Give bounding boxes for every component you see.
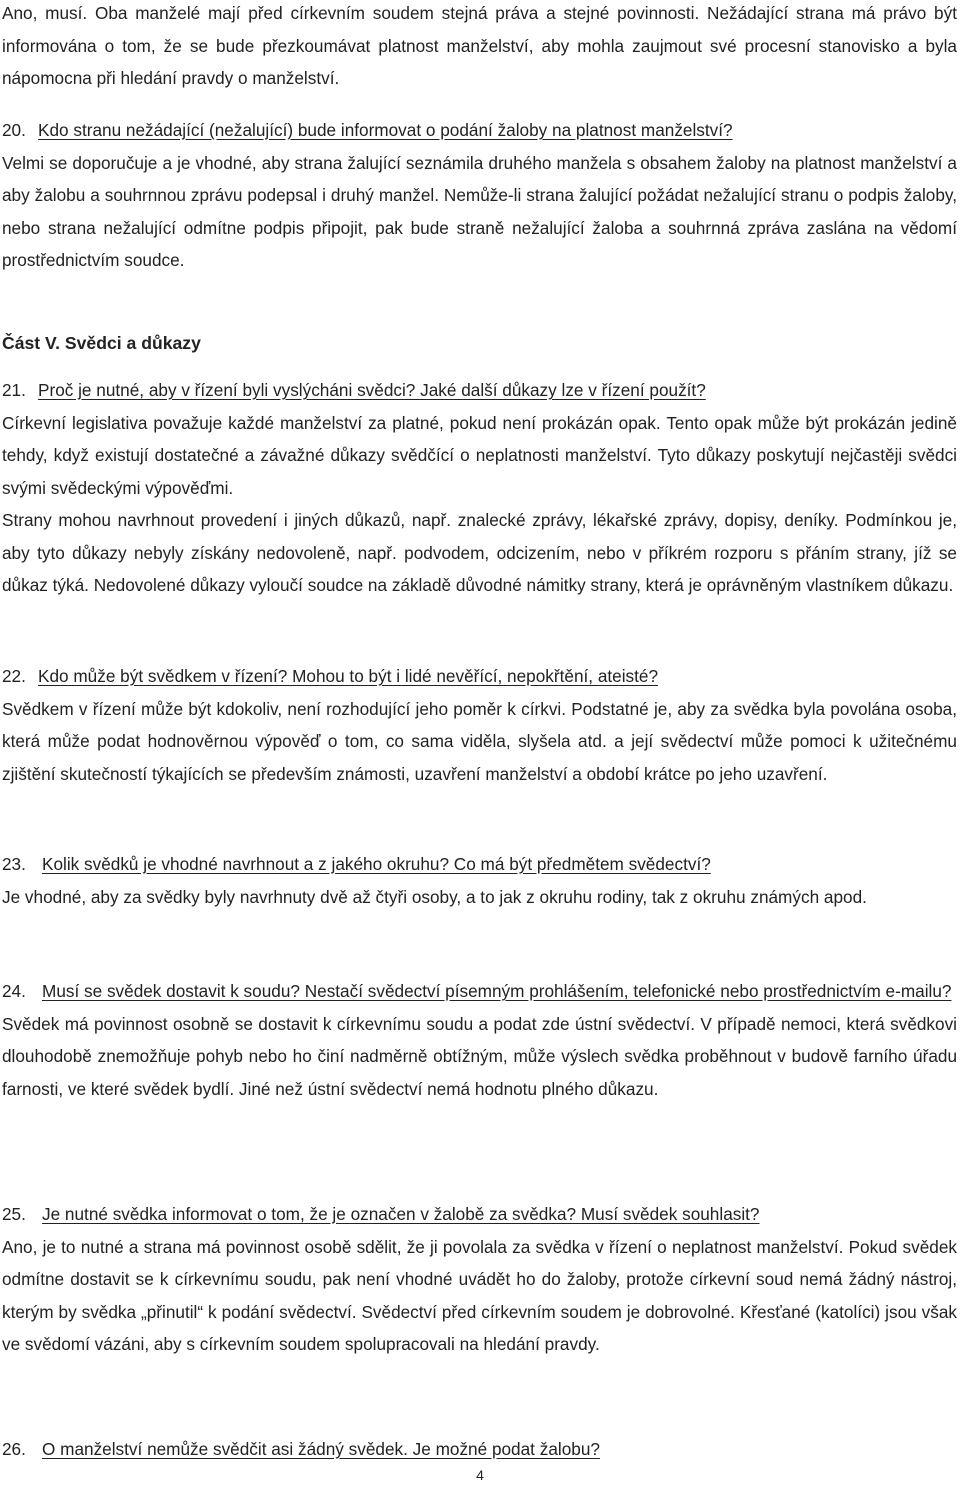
answer-text: Velmi se doporučuje a je vhodné, aby strana žalující seznámila druhého manžela s obsahem žaloby na platnost manželství a aby žalobu a souhrnnou zprávu podepsal i druhý manžel. Nemůže-li strana žalující požádat nežalující stranu o podpis žaloby, nebo strana nežalující odmítne podpis připojit, pak bude straně nežalující žaloba a souhrnná zpráva zaslána na vědomí prostřednictvím soudce.	[2, 152, 957, 270]
question-25-title	[2, 1198, 957, 1231]
question-26-title	[2, 1433, 957, 1466]
question-25	[2, 1198, 957, 1361]
question-number: 23.	[2, 854, 26, 874]
question-number: 20.	[2, 120, 26, 140]
question-number: 22.	[2, 666, 26, 686]
question-23	[2, 848, 957, 913]
question-21	[2, 374, 957, 602]
question-number: 21.	[2, 380, 26, 400]
question-20	[2, 114, 957, 277]
section-heading: Část V. Svědci a důkazy	[2, 333, 201, 353]
question-text: Musí se svědek dostavit k soudu? Nestačí svědectví písemným prohlášením, telefonické nebo prostřednictvím e-mailu?	[42, 981, 952, 1001]
question-text: Kdo stranu nežádající (nežalující) bude informovat o podání žaloby na platnost manželství?	[38, 120, 733, 140]
question-22-title	[2, 660, 957, 693]
intro-paragraph: Ano, musí. Oba manželé mají před církevním soudem stejná práva a stejné povinnosti. Nežádající strana má právo být informována o tom, že se bude přezkoumávat platnost manželství, aby mohla zaujmout své procesní stanovisko a byla nápomocna při hledání pravdy o manželství.	[2, 3, 957, 88]
question-22	[2, 660, 957, 790]
question-20-title	[2, 114, 957, 147]
question-text: Je nutné svědka informovat o tom, že je označen v žalobě za svědka? Musí svědek souhlasit?	[42, 1204, 760, 1224]
question-24-title	[2, 975, 957, 1008]
question-23-title	[2, 848, 957, 881]
answer-text: Církevní legislativa považuje každé manželství za platné, pokud není prokázán opak. Tento opak může být prokázán jedině tehdy, když existují dostatečné a závažné důkazy svědčící o neplatnosti manželství. Tyto důkazy poskytují nejčastěji svědci svými svědeckými výpověďmi.	[2, 412, 957, 498]
answer-text: Svědek má povinnost osobně se dostavit k církevnímu soudu a podat zde ústní svědectví. V případě nemoci, která svědkovi dlouhodobě znemožňuje pohyb nebo ho činí nadměrně obtížným, může výslech svědka proběhnout v budově farního úřadu farnosti, ve které svědek bydlí. Jiné než ústní svědectví nemá hodnotu plného důkazu.	[2, 1013, 957, 1099]
page-number: 4	[476, 1467, 484, 1483]
question-21-title	[2, 374, 957, 407]
answer-text: Ano, je to nutné a strana má povinnost osobě sdělit, že ji povolala za svědka v řízení o neplatnost manželství. Pokud svědek odmítne dostavit se k církevnímu soudu, pak není vhodné uvádět ho do žaloby, protože církevní soud nemá žádný nástroj, kterým by svědka „přinutil“ k podání svědectví. Svědectví před církevním soudem je dobrovolné. Křesťané (katolíci) jsou však ve svědomí vázáni, aby s církevním soudem spolupracovali na hledání pravdy.	[2, 1236, 957, 1354]
question-number: 24.	[2, 981, 26, 1001]
question-text: Kolik svědků je vhodné navrhnout a z jakého okruhu? Co má být předmětem svědectví?	[42, 854, 711, 874]
question-text: Proč je nutné, aby v řízení byli vyslýcháni svědci? Jaké další důkazy lze v řízení použít?	[38, 380, 706, 400]
answer-text: Strany mohou navrhnout provedení i jiných důkazů, např. znalecké zprávy, lékařské zprávy, dopisy, deníky. Podmínkou je, aby tyto důkazy nebyly získány nedovoleně, např. podvodem, odcizením, nebo v příkrém rozporu s přáním strany, jíž se důkaz týká. Nedovolené důkazy vyloučí soudce na základě důvodné námitky strany, která je oprávněným vlastníkem důkazu.	[2, 510, 957, 595]
question-26	[2, 1433, 957, 1466]
answer-text: Svědkem v řízení může být kdokoliv, není rozhodující jeho poměr k církvi. Podstatné je, aby za svědka byla povolána osoba, která může podat hodnověrnou výpověď o tom, co sama viděla, slyšela atd. a její svědectví může pomoci k užitečnému zjištění skutečností týkajících se především známosti, uzavření manželství a období krátce po jeho uzavření.	[2, 698, 957, 784]
answer-text: Je vhodné, aby za svědky byly navrhnuty dvě až čtyři osoby, a to jak z okruhu rodiny, tak z okruhu známých apod.	[2, 886, 867, 907]
question-number: 26.	[2, 1439, 26, 1459]
question-number: 25.	[2, 1204, 26, 1224]
question-text: O manželství nemůže svědčit asi žádný svědek. Je možné podat žalobu?	[42, 1439, 600, 1459]
question-24	[2, 975, 957, 1105]
question-text: Kdo může být svědkem v řízení? Mohou to být i lidé nevěřící, nepokřtění, ateisté?	[38, 666, 659, 686]
